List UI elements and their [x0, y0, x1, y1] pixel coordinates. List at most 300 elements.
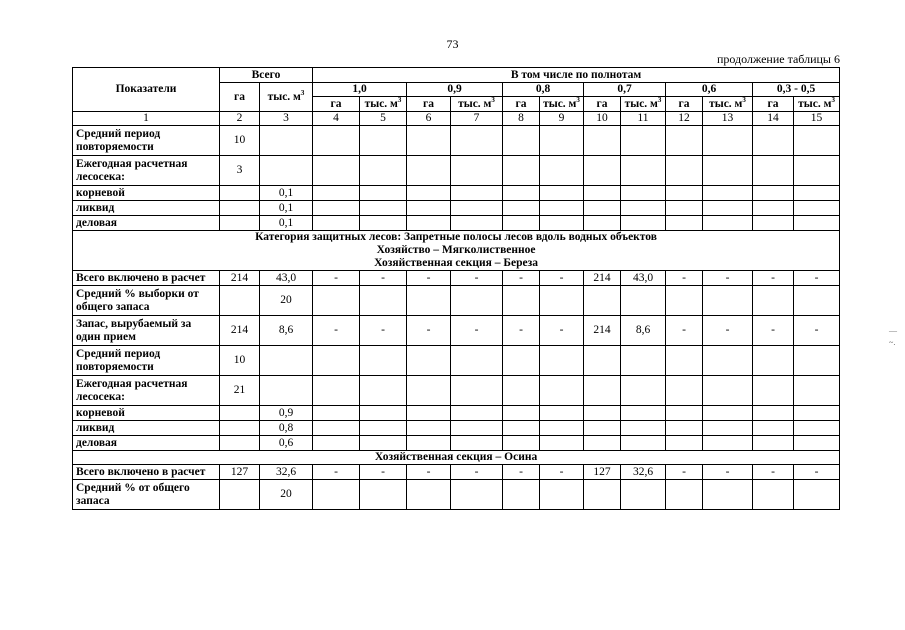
table-cell: 8,6 [260, 316, 313, 346]
header-total-ha: га [220, 83, 260, 112]
table-cell: 8,6 [621, 316, 666, 346]
table-cell [540, 286, 584, 316]
table-cell [621, 216, 666, 231]
table-cell [794, 376, 840, 406]
table-cell [220, 216, 260, 231]
table-row [73, 346, 840, 376]
table-cell [540, 201, 584, 216]
table-row [73, 271, 840, 286]
table-cell [621, 406, 666, 421]
table-cell: - [666, 271, 703, 286]
table-cell [360, 156, 407, 186]
row-label: деловая [73, 216, 220, 231]
table-cell [584, 201, 621, 216]
row-label: Ежегодная расчетная лесосека: [73, 376, 220, 406]
table-row [73, 156, 840, 186]
table-cell [794, 186, 840, 201]
table-cell [794, 286, 840, 316]
table-cell [794, 216, 840, 231]
section-line: Хозяйство – Мягколиственное [376, 244, 536, 256]
table-cell [503, 436, 540, 451]
header-by-density: В том числе по полнотам [313, 68, 840, 83]
table-cell: - [360, 316, 407, 346]
table-cell: - [666, 465, 703, 480]
table-cell [313, 346, 360, 376]
column-number: 14 [753, 112, 794, 126]
table-cell [451, 406, 503, 421]
table-cell: 3 [220, 156, 260, 186]
table-cell: 20 [260, 480, 313, 510]
table-row [73, 286, 840, 316]
table-cell: 20 [260, 286, 313, 316]
table-cell [451, 126, 503, 156]
margin-mark: — [889, 326, 897, 335]
table-cell [503, 156, 540, 186]
table-cell [703, 156, 753, 186]
section-line: Категория защитных лесов: Запретные полосы лесов вдоль водных объектов [255, 231, 657, 243]
table-cell [703, 406, 753, 421]
table-cell [407, 286, 451, 316]
table-cell: 32,6 [260, 465, 313, 480]
table-cell: - [407, 316, 451, 346]
table-cell: - [703, 465, 753, 480]
table-cell [703, 421, 753, 436]
table-cell [407, 126, 451, 156]
header-unit-volume-text: тыс. м [458, 97, 492, 110]
header-unit-volume-text: тыс. м [709, 97, 743, 110]
table-cell: - [753, 316, 794, 346]
header-unit-volume-text: тыс. м [798, 97, 832, 110]
table-cell [703, 216, 753, 231]
column-number: 6 [407, 112, 451, 126]
table-cell [666, 156, 703, 186]
table-cell [503, 286, 540, 316]
table-cell [313, 216, 360, 231]
column-number: 11 [621, 112, 666, 126]
table-cell: - [794, 271, 840, 286]
table-cell [407, 216, 451, 231]
table-cell [584, 480, 621, 510]
table-cell [220, 480, 260, 510]
table-cell: 0,1 [260, 201, 313, 216]
table-cell [703, 376, 753, 406]
table-cell [794, 421, 840, 436]
table-cell [703, 126, 753, 156]
table-cell: 21 [220, 376, 260, 406]
table-cell [753, 376, 794, 406]
column-number: 4 [313, 112, 360, 126]
row-label: корневой [73, 186, 220, 201]
table-cell: - [407, 271, 451, 286]
header-unit-volume [360, 97, 407, 112]
table-cell [503, 201, 540, 216]
table-cell [313, 186, 360, 201]
table-cell [503, 216, 540, 231]
header-density-2: 0,9 [407, 83, 503, 97]
table-cell [666, 376, 703, 406]
header-unit-ha: га [666, 97, 703, 112]
table-cell [540, 376, 584, 406]
table-row [73, 201, 840, 216]
table-cell: - [451, 316, 503, 346]
table-cell [666, 421, 703, 436]
table-cell [584, 126, 621, 156]
table-cell [621, 201, 666, 216]
table-cell [621, 436, 666, 451]
table-cell [503, 346, 540, 376]
row-label: деловая [73, 436, 220, 451]
table-cell: 32,6 [621, 465, 666, 480]
table-cell [621, 156, 666, 186]
table-cell [794, 436, 840, 451]
table-cell [220, 421, 260, 436]
header-density-4: 0,7 [584, 83, 666, 97]
table-cell [451, 480, 503, 510]
column-number: 5 [360, 112, 407, 126]
table-cell [360, 436, 407, 451]
table-cell [313, 286, 360, 316]
table-cell [407, 406, 451, 421]
table-cell [666, 406, 703, 421]
table-cell [794, 156, 840, 186]
table-cell [703, 480, 753, 510]
table-cell [220, 286, 260, 316]
header-unit-superscript: 3 [742, 96, 746, 104]
column-number: 2 [220, 112, 260, 126]
header-unit-ha: га [753, 97, 794, 112]
table-continuation-caption: продолжение таблицы 6 [716, 52, 840, 66]
row-label: Средний период повторяемости [73, 346, 220, 376]
table-cell [703, 436, 753, 451]
table-cell [503, 376, 540, 406]
column-number: 8 [503, 112, 540, 126]
table-cell [540, 480, 584, 510]
table-cell: 214 [220, 271, 260, 286]
table-cell: - [666, 316, 703, 346]
column-number: 9 [540, 112, 584, 126]
header-unit-volume [703, 97, 753, 112]
table-cell: 10 [220, 126, 260, 156]
table-cell [407, 480, 451, 510]
table-row [73, 436, 840, 451]
header-density-1: 1,0 [313, 83, 407, 97]
header-unit-superscript: 3 [491, 96, 495, 104]
table-cell [584, 406, 621, 421]
table-cell [540, 406, 584, 421]
table-cell [666, 436, 703, 451]
table-row [73, 186, 840, 201]
table-cell [360, 186, 407, 201]
table-cell: - [703, 271, 753, 286]
table-cell [503, 480, 540, 510]
section-line: Хозяйственная секция – Осина [374, 451, 538, 463]
table-cell [503, 421, 540, 436]
table-cell: - [703, 316, 753, 346]
table-cell [584, 286, 621, 316]
table-cell [260, 346, 313, 376]
table-cell [666, 126, 703, 156]
table-cell: - [794, 316, 840, 346]
table-cell [621, 126, 666, 156]
table-cell [666, 216, 703, 231]
table-cell [451, 421, 503, 436]
table-cell: - [794, 465, 840, 480]
table-cell: 214 [584, 271, 621, 286]
table-cell [703, 286, 753, 316]
table-cell: - [451, 465, 503, 480]
table-cell: - [360, 271, 407, 286]
table-cell [753, 201, 794, 216]
table-cell [407, 156, 451, 186]
table-cell: - [313, 316, 360, 346]
table-cell [451, 216, 503, 231]
table-cell [794, 126, 840, 156]
table-cell [540, 126, 584, 156]
table-cell [360, 346, 407, 376]
header-unit-volume [794, 97, 840, 112]
table-cell [584, 156, 621, 186]
table-cell: - [540, 316, 584, 346]
table-cell [621, 421, 666, 436]
table-cell [584, 436, 621, 451]
table-row [73, 126, 840, 156]
header-indicators: Показатели [73, 68, 220, 112]
header-density-5: 0,6 [666, 83, 753, 97]
table-cell: 43,0 [260, 271, 313, 286]
table-cell: 0,9 [260, 406, 313, 421]
table-cell [313, 406, 360, 421]
table-cell [540, 186, 584, 201]
table-cell [666, 186, 703, 201]
table-cell [407, 376, 451, 406]
table-cell: 214 [220, 316, 260, 346]
table-cell [621, 480, 666, 510]
table-cell [503, 126, 540, 156]
table-cell [794, 480, 840, 510]
table-cell [451, 186, 503, 201]
table-cell [360, 126, 407, 156]
column-number: 3 [260, 112, 313, 126]
table-cell [753, 156, 794, 186]
table-cell [666, 286, 703, 316]
table-cell: 0,1 [260, 216, 313, 231]
table-cell [313, 436, 360, 451]
table-cell [753, 421, 794, 436]
section-row [73, 231, 840, 271]
table-cell [451, 201, 503, 216]
header-density-3: 0,8 [503, 83, 584, 97]
table-cell [703, 201, 753, 216]
row-label: корневой [73, 406, 220, 421]
table-cell [794, 406, 840, 421]
table-cell [360, 421, 407, 436]
column-number: 1 [73, 112, 220, 126]
column-number: 15 [794, 112, 840, 126]
table-cell [753, 286, 794, 316]
section-line: Хозяйственная секция – Береза [374, 257, 538, 269]
table-cell: 0,1 [260, 186, 313, 201]
table-cell [407, 346, 451, 376]
header-unit-ha: га [407, 97, 451, 112]
table-cell [540, 421, 584, 436]
table-cell [360, 406, 407, 421]
table-cell [313, 421, 360, 436]
table-cell [794, 201, 840, 216]
table-cell [313, 156, 360, 186]
margin-mark: ~. [889, 338, 896, 347]
table-cell [753, 436, 794, 451]
section-header [73, 231, 840, 271]
table-cell [451, 376, 503, 406]
section-row [73, 451, 840, 465]
header-total: Всего [220, 68, 313, 83]
table-cell [407, 201, 451, 216]
table-cell [540, 436, 584, 451]
table-cell [666, 346, 703, 376]
section-header [73, 451, 840, 465]
table-cell: - [451, 271, 503, 286]
table-cell [313, 126, 360, 156]
table-header [73, 68, 840, 126]
header-total-volume: тыс. $м^3$ [260, 83, 313, 112]
header-unit-ha: га [503, 97, 540, 112]
table-cell [703, 186, 753, 201]
table-cell [540, 156, 584, 186]
table-cell: 0,6 [260, 436, 313, 451]
table-cell [260, 156, 313, 186]
table-cell [753, 406, 794, 421]
header-unit-volume [451, 97, 503, 112]
table-cell [220, 406, 260, 421]
header-unit-ha: га [313, 97, 360, 112]
table-cell: - [753, 271, 794, 286]
table-cell [360, 480, 407, 510]
table-cell: - [540, 271, 584, 286]
table-row [73, 421, 840, 436]
table-cell [220, 201, 260, 216]
table-cell: - [503, 316, 540, 346]
header-unit-volume [540, 97, 584, 112]
table-cell [666, 480, 703, 510]
table-cell [540, 346, 584, 376]
table-cell [753, 346, 794, 376]
table-cell: - [753, 465, 794, 480]
row-label: Средний период повторяемости [73, 126, 220, 156]
header-unit-superscript: 3 [397, 96, 402, 104]
table-row [73, 316, 840, 346]
header-column-numbers [73, 112, 840, 126]
column-number: 12 [666, 112, 703, 126]
forest-table [72, 67, 840, 510]
page-number: 73 [446, 37, 459, 51]
table-cell [621, 186, 666, 201]
table-cell [621, 346, 666, 376]
table-cell [540, 216, 584, 231]
table-cell [451, 436, 503, 451]
table-cell [666, 201, 703, 216]
table-row [73, 465, 840, 480]
column-number: 13 [703, 112, 753, 126]
header-unit-volume-text: тыс. м [624, 97, 658, 110]
column-number: 10 [584, 112, 621, 126]
table-cell [451, 286, 503, 316]
table-row [73, 216, 840, 231]
table-cell: - [360, 465, 407, 480]
table-cell [360, 376, 407, 406]
header-unit-volume-text: тыс. м [364, 97, 398, 110]
header-unit-superscript: 3 [657, 96, 662, 104]
row-label: ликвид [73, 421, 220, 436]
row-label: Запас, вырубаемый за один прием [73, 316, 220, 346]
table-cell [503, 186, 540, 201]
table-cell [584, 346, 621, 376]
table-cell [260, 376, 313, 406]
table-cell [621, 286, 666, 316]
table-cell [584, 216, 621, 231]
table-cell [753, 126, 794, 156]
row-label: Средний % от общего запаса [73, 480, 220, 510]
row-label: ликвид [73, 201, 220, 216]
table-cell [407, 421, 451, 436]
table-cell [360, 216, 407, 231]
row-label: Всего включено в расчет [73, 465, 220, 480]
table-row [73, 406, 840, 421]
table-cell [503, 406, 540, 421]
table-cell: 43,0 [621, 271, 666, 286]
table-cell: - [313, 271, 360, 286]
table-cell [407, 186, 451, 201]
header-unit-volume [621, 97, 666, 112]
table-cell [260, 126, 313, 156]
table-cell: - [407, 465, 451, 480]
table-cell [621, 376, 666, 406]
table-cell: - [540, 465, 584, 480]
table-cell [794, 346, 840, 376]
table-cell [313, 376, 360, 406]
table-cell: 127 [220, 465, 260, 480]
table-cell: 214 [584, 316, 621, 346]
table-row [73, 480, 840, 510]
table-cell [703, 346, 753, 376]
table-cell [753, 480, 794, 510]
header-unit-volume-text: тыс. м [543, 97, 577, 110]
header-density-6: 0,3 - 0,5 [753, 83, 840, 97]
table-cell: - [313, 465, 360, 480]
table-cell [584, 421, 621, 436]
row-label: Средний % выборки от общего запаса [73, 286, 220, 316]
table-cell [753, 186, 794, 201]
table-cell [584, 186, 621, 201]
table-cell [360, 201, 407, 216]
table-row [73, 376, 840, 406]
row-label: Ежегодная расчетная лесосека: [73, 156, 220, 186]
row-label: Всего включено в расчет [73, 271, 220, 286]
table-cell [220, 436, 260, 451]
table-cell: - [503, 465, 540, 480]
table-body [73, 126, 840, 510]
header-unit-ha: га [584, 97, 621, 112]
table-cell [451, 156, 503, 186]
table-cell [313, 201, 360, 216]
table-cell [584, 376, 621, 406]
column-number: 7 [451, 112, 503, 126]
table-cell [313, 480, 360, 510]
table-cell [360, 286, 407, 316]
header-unit-superscript: 3 [576, 96, 580, 104]
table-cell [220, 186, 260, 201]
table-cell [451, 346, 503, 376]
table-cell: - [503, 271, 540, 286]
